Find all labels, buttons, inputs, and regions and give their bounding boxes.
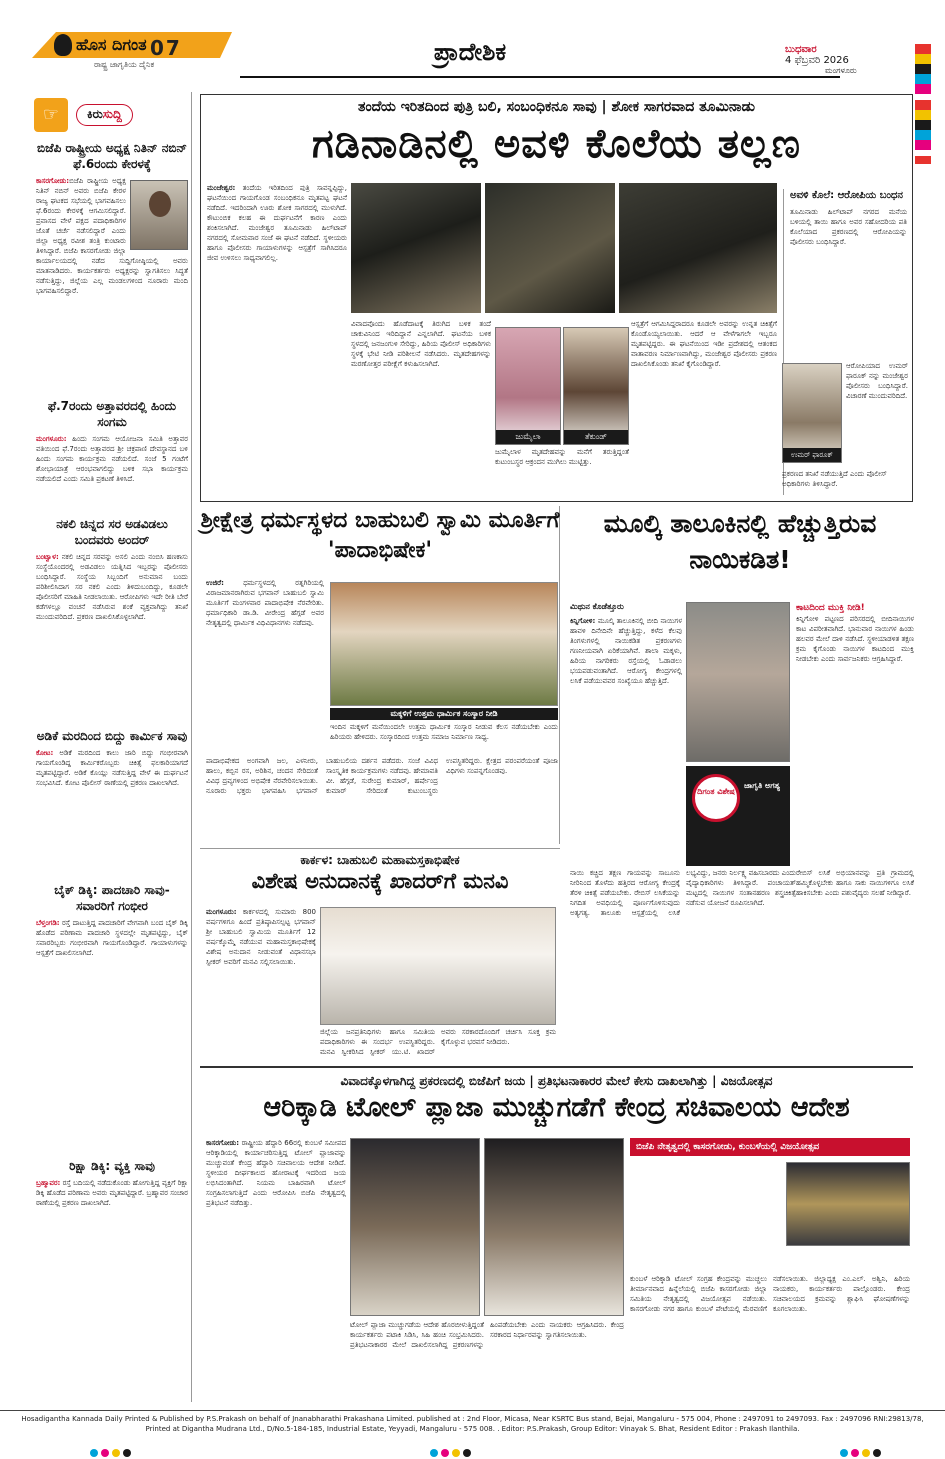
color-registration-marks <box>840 1442 900 1452</box>
crime-scene-photos <box>351 183 777 313</box>
lead-headline: ಗಡಿನಾಡಿನಲ್ಲಿ ಅವಳಿ ಕೊಲೆಯ ತಲ್ಲಣ <box>312 121 801 167</box>
article-body: ಪಾದಾಭಿಷೇಕದ ಅಂಗವಾಗಿ ಜಲ, ಎಳನೀರು, ಹಾಲು, ಕಬ್ಬಿನ ರಸ, ಅರಿಶಿನ, ಚಂದನ ಸೇರಿದಂತೆ ವಿವಿಧ ದ್ರವ್ಯಗಳಿಂದ ಅಭಿಷೇಕ ನೆರವೇರಿಸಲಾಯಿತು. ನೂರಾರು ಭಕ್ತರು ಭಾಗವಹಿಸಿ ಭಗವಾನ್ ಬಾಹುಬಲಿಯ ದರ್ಶನ ಪಡೆದರು. ಸಂಜೆ ವಿವಿಧ ಸಾಂಸ್ಕೃತಿಕ ಕಾರ್ಯಕ್ರಮಗಳು ನಡೆದವು. ಹೇಮಾವತಿ ವೀ. ಹೆಗ್ಗಡೆ, ಸುರೇಂದ್ರ ಕುಮಾರ್, ಹರ್ಷೇಂದ್ರ ಕುಮಾರ್ ಸೇರಿದಂತೆ ಕುಟುಂಬಸ್ಥರು ಉಪಸ್ಥಿತರಿದ್ದರು. ಕ್ಷೇತ್ರದ ಪರಂಪರೆಯಂತೆ ಪೂಜಾ ವಿಧಿಗಳು ಸಂಪನ್ನಗೊಂಡವು. <box>206 757 558 795</box>
color-registration-strip <box>915 44 931 164</box>
dateline <box>785 44 895 76</box>
section-title: ಪ್ರಾದೇಶಿಕ <box>433 38 507 66</box>
memorandum-photo <box>320 907 556 1025</box>
masthead <box>0 0 945 92</box>
sidebar-title: ಅವಳಿ ಕೊಲೆ: ಆರೋಪಿಯ ಬಂಧನ <box>790 190 903 201</box>
sidebar-body: ಪ್ರಕರಣದ ತನಿಖೆ ನಡೆಯುತ್ತಿದೆ ಎಂದು ಪೊಲೀಸ್ ಅಧಿಕಾರಿಗಳು ತಿಳಿಸಿದ್ದಾರೆ. <box>782 470 887 488</box>
kiru-suddi-header <box>32 98 190 134</box>
karkala-article[interactable] <box>200 848 560 1062</box>
article-body: ಉಜಿರೆ: ಧರ್ಮಸ್ಥಳದಲ್ಲಿ ರತ್ನಗಿರಿಯಲ್ಲಿ ವಿರಾಜಮಾನರಾಗಿರುವ ಭಗವಾನ್ ಬಾಹುಬಲಿ ಸ್ವಾಮಿ ಮೂರ್ತಿಗೆ ಮಂಗಳವಾರ ಪಾದಾಭಿಷೇಕ ನೆರವೇರಿತು. ಧರ್ಮಾಧಿಕಾರಿ ಡಾ.ಡಿ. ವೀರೇಂದ್ರ ಹೆಗ್ಗಡೆ ಅವರ ನೇತೃತ್ವದಲ್ಲಿ ಧಾರ್ಮಿಕ ವಿಧಿವಿಧಾನಗಳು ನಡೆದವು. <box>206 579 324 627</box>
day-label: ಬುಧವಾರ <box>785 44 817 55</box>
brief-headline: ರಿಕ್ಷಾ ಡಿಕ್ಕಿ: ವ್ಯಕ್ತಿ ಸಾವು <box>69 1159 155 1173</box>
lead-body-col1: ಮಂಜೇಶ್ವರ: ತಂದೆಯ ಇರಿತದಿಂದ ಪುತ್ರಿ ಸಾವನ್ನಪ್ಪಿದ್ದು, ಘಟನೆಯಿಂದ ಗಾಯಗೊಂಡ ಸಂಬಂಧಿಕನೂ ಮೃತಪಟ್ಟ ಘಟನೆ ನಡೆದಿದೆ. ಇದರಿಂದಾಗಿ ಊರು ಶೋಕ ಸಾಗರದಲ್ಲಿ ಮುಳುಗಿದೆ. ಕೌಟುಂಬಿಕ ಕಲಹ ಈ ದುರ್ಘಟನೆಗೆ ಕಾರಣ ಎಂದು ಶಂಕಿಸಲಾಗಿದೆ. ಮಂಜೇಶ್ವರ ತೂಮಿನಾಡು ಹಿಲ್‌ಟಾಪ್ ನಗರದಲ್ಲಿ ಸೋಮವಾರ ಸಂಜೆ ಈ ಘಟನೆ ನಡೆದಿದೆ. ಸ್ಥಳೀಯರು ಹಾಗೂ ಪೊಲೀಸರು ಗಾಯಾಳುಗಳನ್ನು ಆಸ್ಪತ್ರೆಗೆ ಸಾಗಿಸಿದರೂ ಜೀವ ಉಳಿಸಲು ಸಾಧ್ಯವಾಗಲಿಲ್ಲ. <box>207 184 347 262</box>
imprint-line: Printed at Digantha Mudrana Ltd., D/No.5-184-185, Industrial Estate, Yeyyadi, Mangaluru - 575 008. . Editor: P.S.Prakash, Group Editor: Vinayak S. Bhat, Resident Editor : Prakash Ilanthila. <box>145 1425 800 1433</box>
accused-photo <box>782 363 842 463</box>
brief-body: ಬ್ರಹ್ಮಾವರ: ರಸ್ತೆ ಬದಿಯಲ್ಲಿ ನಡೆದುಕೊಂಡು ಹೋಗುತ್ತಿದ್ದ ವ್ಯಕ್ತಿಗೆ ರಿಕ್ಷಾ ಡಿಕ್ಕಿ ಹೊಡೆದ ಪರಿಣಾಮ ಅವರು ಮೃತಪಟ್ಟಿದ್ದಾರೆ. ಬ್ರಹ್ಮಾವರ ಸಂಚಾರ ಠಾಣೆಯಲ್ಲಿ ಪ್ರಕರಣ ದಾಖಲಾಗಿದೆ. <box>36 1179 188 1207</box>
article-headline: ಮೂಲ್ಕಿ ತಾಲೂಕಿನಲ್ಲಿ ಹೆಚ್ಚುತ್ತಿರುವ ನಾಯಿಕಡಿತ! <box>603 509 877 574</box>
lamp-icon <box>54 34 72 56</box>
dog-bite-article[interactable] <box>566 506 914 1062</box>
abhisheka-photo <box>330 582 558 706</box>
photo-caption: ತೆಕುಂಡ್ <box>564 430 628 444</box>
paper-logo[interactable] <box>32 32 232 88</box>
brief-article[interactable] <box>36 140 188 296</box>
lead-body-col4: ಜುಮೈಲಾಳ ಮೃತದೇಹವನ್ನು ಮನೆಗೆ ತರುತ್ತಿದ್ದಂತೆ ಕುಟುಂಬಸ್ಥರ ಆಕ್ರಂದನ ಮುಗಿಲು ಮುಟ್ಟಿತ್ತು. <box>495 448 629 466</box>
dharmasthala-article[interactable] <box>200 506 560 844</box>
brief-article[interactable] <box>36 398 188 484</box>
arrest-sidebar <box>783 189 907 495</box>
brief-article[interactable] <box>36 882 188 958</box>
brief-body: ಬಂಟ್ವಾಳ: ನಕಲಿ ಚಿನ್ನದ ಸರವನ್ನು ಅಸಲಿ ಎಂದು ನಂಬಿಸಿ ಹಣಕಾಸು ಸಂಸ್ಥೆಯೊಂದರಲ್ಲಿ ಅಡವಿಡಲು ಯತ್ನಿಸಿದ ಇಬ್ಬರನ್ನು ಪೊಲೀಸರು ಬಂಧಿಸಿದ್ದಾರೆ. ಸಂಸ್ಥೆಯ ಸಿಬ್ಬಂದಿಗೆ ಅನುಮಾನ ಬಂದು ಪರಿಶೀಲಿಸಿದಾಗ ಸರ ನಕಲಿ ಎಂದು ತಿಳಿದುಬಂದಿದ್ದು, ಕೂಡಲೇ ಪೊಲೀಸರಿಗೆ ಮಾಹಿತಿ ನೀಡಲಾಯಿತು. ಆರೋಪಿಗಳು ಇದೇ ರೀತಿ ಬೇರೆ ಕಡೆಗಳಲ್ಲೂ ವಂಚನೆ ನಡೆಸಿರುವ ಶಂಕೆ ವ್ಯಕ್ತವಾಗಿದ್ದು ತನಿಖೆ ಮುಂದುವರಿದಿದೆ. ಪ್ರಕರಣ ದಾಖಲಿಸಿಕೊಳ್ಳಲಾಗಿದೆ. <box>36 553 188 621</box>
date-label: 4 ಫೆಬ್ರವರಿ 2026 <box>785 55 849 66</box>
victim-photo <box>563 327 629 445</box>
politician-photo <box>130 180 188 250</box>
sidebar-body: ಆರೋಪಿಯಾದ ಉಮರ್ ಫಾರೂಕ್ ನನ್ನು ಮಂಜೇಶ್ವರ ಪೊಲೀಸರು ಬಂಧಿಸಿದ್ದಾರೆ. ವಿಚಾರಣೆ ಮುಂದುವರಿದಿದೆ. <box>846 362 908 400</box>
digantha-special-badge <box>686 766 790 866</box>
brief-article[interactable] <box>36 1158 188 1208</box>
crime-scene-photo <box>485 183 615 313</box>
crime-scene-photo <box>351 183 481 313</box>
lead-body-col2: ವಿವಾದವೊಂದು ಹೊಡೆದಾಟಕ್ಕೆ ತಿರುಗಿದ ಬಳಿಕ ತಂದೆ ಚಾಕುವಿನಿಂದ ಇರಿದಿದ್ದಾನೆ ಎನ್ನಲಾಗಿದೆ. ಘಟನೆಯ ಬಳಿಕ ಸ್ಥಳದಲ್ಲಿ ಜನಜಂಗುಳಿ ಸೇರಿದ್ದು, ಹಿರಿಯ ಪೊಲೀಸ್ ಅಧಿಕಾರಿಗಳು ಸ್ಥಳಕ್ಕೆ ಭೇಟಿ ನೀಡಿ ಪರಿಶೀಲನೆ ನಡೆಸಿದರು. ಮೃತದೇಹಗಳನ್ನು ಮರಣೋತ್ತರ ಪರೀಕ್ಷೆಗೆ ಕಳುಹಿಸಲಾಗಿದೆ. <box>351 320 491 368</box>
sidebar-body: ಕಿನ್ನಿಗೋಳಿ ಪಟ್ಟಣದ ಪರಿಸರದಲ್ಲಿ ಬೀದಿನಾಯಿಗಳ ಕಾಟ ವಿಪರೀತವಾಗಿದೆ. ಭಾನುವಾರ ನಾಯಿಗಳ ಹಿಂಡು ಹಲವರ ಮೇಲೆ ದಾಳಿ ನಡೆಸಿದೆ. ಸ್ಥಳೀಯಾಡಳಿತ ತಕ್ಷಣ ಕ್ರಮ ಕೈಗೊಂಡು ನಾಯಿಗಳ ಕಾಟದಿಂದ ಮುಕ್ತಿ ನೀಡಬೇಕು ಎಂದು ಸಾರ್ವಜನಿಕರು ಆಗ್ರಹಿಸಿದ್ದಾರೆ. <box>796 615 914 663</box>
sidebar-title: ಬಿಜೆಪಿ ನೇತೃತ್ವದಲ್ಲಿ ಕಾಸರಗೋಡು, ಕುಂಬಳೆಯಲ್ಲಿ ವಿಜಯೋತ್ಸವ <box>630 1138 910 1156</box>
brief-article[interactable] <box>36 516 188 622</box>
toll-plaza-photo <box>786 1162 910 1246</box>
section-divider <box>240 76 840 78</box>
badge-text: ಜಾಗೃತಿ ಅಗತ್ಯ <box>744 781 780 790</box>
brief-headline: ಬೈಕ್ ಡಿಕ್ಕಿ: ಪಾದಚಾರಿ ಸಾವು-ಸವಾರರಿಗೆ ಗಂಭೀರ <box>54 883 170 913</box>
paper-name: ಹೊಸ ದಿಗಂತ <box>76 35 147 54</box>
sidebar-body: ತೂಮಿನಾಡು ಹಿಲ್‌ಟಾಪ್ ನಗರದ ಮನೆಯ ಬಳಿಯಲ್ಲಿ ತಾಯಿ ಹಾಗೂ ಅವರ ಸಹೋದರಿಯ ಪತಿ ಕೊಲೆಯಾದ ಪ್ರಕರಣದಲ್ಲಿ ಆರೋಪಿಯನ್ನು ಪೊಲೀಸರು ಬಂಧಿಸಿದ್ದಾರೆ. <box>790 208 907 246</box>
article-body: ನಾಯಿ ಕಚ್ಚಿದ ತಕ್ಷಣ ಗಾಯವನ್ನು ಸಾಬೂನು ನೀರಿನಿಂದ ತೊಳೆದು ಹತ್ತಿರದ ಆರೋಗ್ಯ ಕೇಂದ್ರಕ್ಕೆ ತೆರಳಿ ಚಿಕಿತ್ಸೆ ಪಡೆಯಬೇಕು. ರೇಬಿಸ್ ಲಸಿಕೆಯನ್ನು ನಿಗದಿತ ಅವಧಿಯಲ್ಲಿ ಪೂರ್ಣಗೊಳಿಸುವುದು ಅತ್ಯಗತ್ಯ. ತಾಲೂಕು ಆಸ್ಪತ್ರೆಯಲ್ಲಿ ಲಸಿಕೆ ಲಭ್ಯವಿದ್ದು, ಜನರು ನಿರ್ಲಕ್ಷ್ಯ ವಹಿಸಬಾರದು ಎಂದು ವೈದ್ಯಾಧಿಕಾರಿಗಳು ತಿಳಿಸಿದ್ದಾರೆ. ಪಂಚಾಯತ್ ಮಟ್ಟದಲ್ಲಿ ನಾಯಿಗಳ ಸಂತಾನಹರಣ ಶಸ್ತ್ರಚಿಕಿತ್ಸೆ ನಡೆಸುವ ಯೋಜನೆ ರೂಪಿಸಲಾಗಿದೆ. <box>570 869 796 917</box>
edition-city: ಮಂಗಳೂರು <box>825 66 857 75</box>
celebration-photo <box>350 1138 480 1316</box>
dog-sidebar <box>796 602 914 664</box>
byline: ಮಿಥುನ ಕೊಡೆತ್ತೂರು <box>570 602 624 611</box>
brief-article[interactable] <box>36 728 188 788</box>
color-registration-marks <box>430 1442 490 1452</box>
brief-body: ಕೋಟ: ಅಡಿಕೆ ಮರದಿಂದ ಕಾಲು ಜಾರಿ ಬಿದ್ದು ಗಂಭೀರವಾಗಿ ಗಾಯಗೊಂಡಿದ್ದ ಕಾರ್ಮಿಕರೊಬ್ಬರು ಚಿಕಿತ್ಸೆ ಫಲಕಾರಿಯಾಗದೆ ಮೃತಪಟ್ಟಿದ್ದಾರೆ. ಅಡಿಕೆ ಕೊಯ್ಲು ನಡೆಸುತ್ತಿದ್ದ ವೇಳೆ ಈ ದುರ್ಘಟನೆ ಸಂಭವಿಸಿದೆ. ಕೋಟ ಪೊಲೀಸ್ ಠಾಣೆಯಲ್ಲಿ ಪ್ರಕರಣ ದಾಖಲಾಗಿದೆ. <box>36 749 189 787</box>
victory-sidebar <box>630 1138 910 1314</box>
lead-article[interactable] <box>200 94 913 502</box>
stray-dogs-photo <box>686 602 790 762</box>
color-registration-marks <box>90 1442 150 1452</box>
article-headline: ಆರಿಕ್ಕಾಡಿ ಟೋಲ್ ಪ್ಲಾಜಾ ಮುಚ್ಚುಗಡೆಗೆ ಕೇಂದ್ರ ಸಚಿವಾಲಯ ಆದೇಶ <box>263 1092 850 1123</box>
brief-headline: ಬಿಜೆಪಿ ರಾಷ್ಟ್ರೀಯ ಅಧ್ಯಕ್ಷ ನಿತಿನ್ ನಬಿನ್ ಫೆ.6ರಂದು ಕೇರಳಕ್ಕೆ <box>37 141 187 171</box>
imprint-footer <box>0 1410 945 1440</box>
lead-body-col3: ಆಸ್ಪತ್ರೆಗೆ ಆಗಮಿಸಿದ್ದರಾದರೂ ಕೂಡಲೇ ಅವರನ್ನು ಉನ್ನತ ಚಿಕಿತ್ಸೆಗೆ ಕೊಂಡೊಯ್ಯಲಾಯಿತು. ಆದರೆ ಆ ವೇಳೆಗಾಗಲೇ ಇಬ್ಬರೂ ಮೃತಪಟ್ಟಿದ್ದರು. ಈ ಘಟನೆಯಿಂದ ಇಡೀ ಪ್ರದೇಶದಲ್ಲಿ ಆತಂಕದ ವಾತಾವರಣ ನಿರ್ಮಾಣವಾಗಿದ್ದು, ಮಂಜೇಶ್ವರ ಪೊಲೀಸರು ಪ್ರಕರಣ ದಾಖಲಿಸಿಕೊಂಡು ತನಿಖೆ ಕೈಗೊಂಡಿದ್ದಾರೆ. <box>631 320 777 368</box>
article-body: ಮಂಗಳೂರು: ಕಾರ್ಕಳದಲ್ಲಿ ಸುಮಾರು 800 ವರ್ಷಗಳಿಗೂ ಹಿಂದೆ ಪ್ರತಿಷ್ಠಾಪಿಸಲ್ಪಟ್ಟ ಭಗವಾನ್ ಶ್ರೀ ಬಾಹುಬಲಿ ಸ್ವಾಮಿಯ ಮೂರ್ತಿಗೆ 12 ವರ್ಷಕ್ಕೊಮ್ಮೆ ನಡೆಯುವ ಮಹಾಮಸ್ತಕಾಭಿಷೇಕಕ್ಕೆ ವಿಶೇಷ ಅನುದಾನ ನೀಡುವಂತೆ ವಿಧಾನಸಭಾ ಸ್ಪೀಕರ್ ಅವರಿಗೆ ಮನವಿ ಸಲ್ಲಿಸಲಾಯಿತು. <box>206 908 316 966</box>
victim-photo <box>495 327 561 445</box>
article-kicker: ಕಾರ್ಕಳ: ಬಾಹುಬಲಿ ಮಹಾಮಸ್ತಕಾಭಿಷೇಕ <box>300 853 460 867</box>
brief-body: ಕಾಸರಗೋಡು: ಬಿಜೆಪಿ ರಾಷ್ಟ್ರೀಯ ಅಧ್ಯಕ್ಷ ನಿತಿನ್ ನಬಿನ್ ಅವರು ಬಿಜೆಪಿ ಕೇರಳ ರಾಜ್ಯ ಘಟಕದ ಸಭೆಯಲ್ಲಿ ಭಾಗವಹಿಸಲು ಫೆ.6ರಂದು ಕೇರಳಕ್ಕೆ ಆಗಮಿಸಲಿದ್ದಾರೆ. ಪ್ರವಾಸದ ವೇಳೆ ಪಕ್ಷದ ಪದಾಧಿಕಾರಿಗಳ ಜೊತೆ ಚರ್ಚೆ ನಡೆಸಲಿದ್ದಾರೆ ಎಂದು ಜಿಲ್ಲಾ ಅಧ್ಯಕ್ಷ ರವೀಶ ತಂತ್ರಿ ಕುಂಟಾರು ತಿಳಿಸಿದ್ದಾರೆ. ಬಿಜೆಪಿ ಕಾಸರಗೋಡು ಜಿಲ್ಲಾ ಕಾರ್ಯಾಲಯದಲ್ಲಿ ನಡೆದ ಸುದ್ದಿಗೋಷ್ಠಿಯಲ್ಲಿ ಅವರು ಮಾತನಾಡಿದರು. ಕಾರ್ಯಕರ್ತರು ಅಧ್ಯಕ್ಷರನ್ನು ಸ್ವಾಗತಿಸಲು ಸಿದ್ಧತೆ ನಡೆಸುತ್ತಿದ್ದು, ಜಿಲ್ಲೆಯ ಎಲ್ಲ ಮಂಡಲಗಳಿಂದ ನೂರಾರು ಮಂದಿ ಭಾಗವಹಿಸಲಿದ್ದಾರೆ. <box>36 177 188 295</box>
photo-caption: ಉಮರ್ ಫಾರೂಕ್ <box>783 448 841 462</box>
toll-plaza-article[interactable] <box>200 1066 913 1406</box>
article-kicker: ವಿವಾದಕ್ಕೊಳಗಾಗಿದ್ದ ಪ್ರಕರಣದಲ್ಲಿ ಬಿಜೆಪಿಗೆ ಜಯ | ಪ್ರತಿಭಟನಾಕಾರರ ಮೇಲೆ ಕೇಸು ದಾಖಲಾಗಿತ್ತು | ವಿಜಯೋತ್ಸವ <box>340 1074 773 1088</box>
kiru-suddi-column <box>32 92 192 1402</box>
article-body: ಇಂದಿನ ಮಕ್ಕಳಿಗೆ ಮನೆಯಿಂದಲೇ ಉತ್ತಮ ಧಾರ್ಮಿಕ ಸಂಸ್ಕಾರ ನೀಡುವ ಕೆಲಸ ನಡೆಯಬೇಕು ಎಂದು ಹಿರಿಯರು ಹೇಳಿದರು. ಸಂಸ್ಕಾರದಿಂದ ಉತ್ತಮ ಸಮಾಜ ನಿರ್ಮಾಣ ಸಾಧ್ಯ. <box>330 723 558 741</box>
imprint-line: Hosadigantha Kannada Daily Printed & Published by P.S.Prakash on behalf of Jnanabharathi Prakashana Limited. published at : 2nd Floor, Micasa, Near KSRTC Bus stand, Bejai, Mangaluru - 575 004, Phone : 2497091 to 2497093. Fax : 2497096 RNI:29813/78, <box>21 1415 924 1423</box>
brief-headline: ನಕಲಿ ಚಿನ್ನದ ಸರ ಅಡವಿಡಲು ಬಂದವರು ಅಂದರ್ <box>56 517 168 547</box>
article-body: ಕಾಸರಗೋಡು: ರಾಷ್ಟ್ರೀಯ ಹೆದ್ದಾರಿ 66ರಲ್ಲಿ ಕುಂಬಳೆ ಸಮೀಪದ ಆರಿಕ್ಕಾಡಿಯಲ್ಲಿ ಕಾರ್ಯಾಚರಿಸುತ್ತಿದ್ದ ಟೋಲ್ ಪ್ಲಾಜಾವನ್ನು ಮುಚ್ಚುವಂತೆ ಕೇಂದ್ರ ಹೆದ್ದಾರಿ ಸಚಿವಾಲಯ ಆದೇಶ ನೀಡಿದೆ. ಸ್ಥಳೀಯರ ದೀರ್ಘಕಾಲದ ಹೋರಾಟಕ್ಕೆ ಇದರಿಂದ ಜಯ ಲಭಿಸಿದಂತಾಗಿದೆ. ನಿಯಮ ಬಾಹಿರವಾಗಿ ಟೋಲ್ ಸಂಗ್ರಹಿಸಲಾಗುತ್ತಿದೆ ಎಂದು ಆರೋಪಿಸಿ ಬಿಜೆಪಿ ನೇತೃತ್ವದಲ್ಲಿ ಪ್ರತಿಭಟನೆ ನಡೆದಿತ್ತು. <box>206 1139 347 1207</box>
photo-caption: ಜುಮೈಲಾ <box>496 430 560 444</box>
brief-headline: ಅಡಿಕೆ ಮರದಿಂದ ಬಿದ್ದು ಕಾರ್ಮಿಕ ಸಾವು <box>36 729 188 743</box>
kiru-suddi-label: ಕಿರುಸುದ್ದಿ <box>76 104 133 126</box>
pointing-hand-icon: ☞ <box>34 98 68 132</box>
paper-tagline: ರಾಷ್ಟ್ರ ಜಾಗೃತಿಯ ದೈನಿಕ <box>94 60 155 69</box>
article-headline: ವಿಶೇಷ ಅನುದಾನಕ್ಕೆ ಖಾದರ್‌ಗೆ ಮನವಿ <box>251 869 509 893</box>
article-body: ರೇಬಿಸ್ ಲಸಿಕೆ ಅಭಿಯಾನವನ್ನು ಪ್ರತಿ ಗ್ರಾಮದಲ್ಲಿ ಹಮ್ಮಿಕೊಳ್ಳಬೇಕು ಹಾಗೂ ಸಾಕು ನಾಯಿಗಳಿಗೂ ಲಸಿಕೆ ಹಾಕಿಸಬೇಕು ಎಂದು ಪಶುವೈದ್ಯರು ಸಲಹೆ ನೀಡಿದ್ದಾರೆ. <box>796 869 914 897</box>
brief-body: ಮಂಗಳೂರು: ಹಿಂದು ಸಂಗಮ ಆಯೋಜನಾ ಸಮಿತಿ ಅತ್ತಾವರ ವತಿಯಿಂದ ಫೆ.7ರಂದು ಅತ್ತಾವರದ ಶ್ರೀ ಚಕ್ರಪಾಣಿ ದೇವಸ್ಥಾನದ ಬಳಿ ಹಿಂದು ಸಂಗಮ ಕಾರ್ಯಕ್ರಮ ನಡೆಯಲಿದೆ. ಸಂಜೆ 5 ಗಂಟೆಗೆ ಶೋಭಾಯಾತ್ರೆ ಆರಂಭವಾಗಲಿದ್ದು ಬಳಿಕ ಸಭಾ ಕಾರ್ಯಕ್ರಮ ನಡೆಯಲಿದೆ ಎಂದು ಸಮಿತಿ ಪ್ರಕಟಣೆ ತಿಳಿಸಿದೆ. <box>36 435 188 483</box>
article-body: ಜಿಲ್ಲೆಯ ಜನಪ್ರತಿನಿಧಿಗಳು ಹಾಗೂ ಸಮಿತಿಯ ಪದಾಧಿಕಾರಿಗಳು ಈ ಸಂದರ್ಭ ಉಪಸ್ಥಿತರಿದ್ದರು. ಮನವಿ ಸ್ವೀಕರಿಸಿದ ಸ್ಪೀಕರ್ ಯು.ಟಿ. ಖಾದರ್ ಅವರು ಸರಕಾರದೊಂದಿಗೆ ಚರ್ಚಿಸಿ ಸೂಕ್ತ ಕ್ರಮ ಕೈಗೊಳ್ಳುವ ಭರವಸೆ ನೀಡಿದರು. <box>320 1028 556 1056</box>
article-body: ಟೋಲ್ ಪ್ಲಾಜಾ ಮುಚ್ಚುಗಡೆಯ ಆದೇಶ ಹೊರಬೀಳುತ್ತಿದ್ದಂತೆ ಕಾರ್ಯಕರ್ತರು ಪಟಾಕಿ ಸಿಡಿಸಿ, ಸಿಹಿ ಹಂಚಿ ಸಂಭ್ರಮಿಸಿದರು. ಪ್ರತಿಭಟನಾಕಾರರ ಮೇಲೆ ದಾಖಲಿಸಲಾಗಿದ್ದ ಪ್ರಕರಣಗಳನ್ನು ಹಿಂಪಡೆಯಬೇಕು ಎಂದು ನಾಯಕರು ಆಗ್ರಹಿಸಿದರು. ಕೇಂದ್ರ ಸರಕಾರದ ನಿರ್ಧಾರವನ್ನು ಸ್ವಾಗತಿಸಲಾಯಿತು. <box>350 1321 624 1349</box>
page-number: 07 <box>150 36 182 60</box>
celebration-photo <box>484 1138 624 1316</box>
article-body: ಕಿನ್ನಿಗೋಳಿ: ಮೂಲ್ಕಿ ತಾಲೂಕಿನಲ್ಲಿ ಬೀದಿ ನಾಯಿಗಳ ಹಾವಳಿ ದಿನೇದಿನೇ ಹೆಚ್ಚುತ್ತಿದ್ದು, ಕಳೆದ ಕೆಲವು ತಿಂಗಳುಗಳಲ್ಲಿ ನಾಯಿಕಡಿತ ಪ್ರಕರಣಗಳು ಗಣನೀಯವಾಗಿ ಏರಿಕೆಯಾಗಿವೆ. ಶಾಲಾ ಮಕ್ಕಳು, ಹಿರಿಯ ನಾಗರಿಕರು ರಸ್ತೆಯಲ್ಲಿ ಓಡಾಡಲು ಭಯಪಡುವಂತಾಗಿದೆ. ಆರೋಗ್ಯ ಕೇಂದ್ರಗಳಲ್ಲಿ ಲಸಿಕೆ ಪಡೆಯುವವರ ಸಂಖ್ಯೆಯೂ ಹೆಚ್ಚುತ್ತಿದೆ. <box>570 617 682 685</box>
badge-seal: ದಿಗಂತ ವಿಶೇಷ <box>692 774 740 822</box>
brief-headline: ಫೆ.7ರಂದು ಅತ್ತಾವರದಲ್ಲಿ ಹಿಂದು ಸಂಗಮ <box>47 399 177 429</box>
photo-caption: ಮಕ್ಕಳಿಗೆ ಉತ್ತಮ ಧಾರ್ಮಿಕ ಸಂಸ್ಕಾರ ನೀಡಿ <box>330 708 558 720</box>
sidebar-title: ಕಾಟದಿಂದ ಮುಕ್ತಿ ನೀಡಿ! <box>796 603 865 613</box>
lead-kicker: ತಂದೆಯ ಇರಿತದಿಂದ ಪುತ್ರಿ ಬಲಿ, ಸಂಬಂಧಿಕನೂ ಸಾವು | ಶೋಕ ಸಾಗರವಾದ ತೂಮಿನಾಡು <box>358 99 755 115</box>
sidebar-body: ಕುಂಬಳೆ ಆರಿಕ್ಕಾಡಿ ಟೋಲ್ ಸಂಗ್ರಹ ಕೇಂದ್ರವನ್ನು ಮುಚ್ಚಲು ತೀರ್ಮಾನವಾದ ಹಿನ್ನೆಲೆಯಲ್ಲಿ ಬಿಜೆಪಿ ಕಾಸರಗೋಡು ಜಿಲ್ಲಾ ಸಮಿತಿಯ ನೇತೃತ್ವದಲ್ಲಿ ವಿಜಯೋತ್ಸವ ನಡೆಯಿತು. ಕಾಸರಗೋಡು ನಗರ ಹಾಗೂ ಕುಂಬಳೆ ಪೇಟೆಯಲ್ಲಿ ಮೆರವಣಿಗೆ ನಡೆಸಲಾಯಿತು. ಜಿಲ್ಲಾಧ್ಯಕ್ಷ ಎಂ.ಎಲ್. ಅಶ್ವಿನಿ, ಹಿರಿಯ ನಾಯಕರು, ಕಾರ್ಯಕರ್ತರು ಪಾಲ್ಗೊಂಡರು. ಕೇಂದ್ರ ಸಚಿವಾಲಯದ ಕ್ರಮವನ್ನು ಶ್ಲಾಘಿಸಿ ಘೋಷಣೆಗಳನ್ನು ಕೂಗಲಾಯಿತು. <box>630 1275 910 1313</box>
crime-scene-photo <box>619 183 777 313</box>
article-headline: ಶ್ರೀಕ್ಷೇತ್ರ ಧರ್ಮಸ್ಥಳದ ಬಾಹುಬಲಿ ಸ್ವಾಮಿ ಮೂರ್ತಿಗೆ 'ಪಾದಾಭಿಷೇಕ' <box>200 508 560 563</box>
brief-body: ಬೆಳ್ತಂಗಡಿ: ರಸ್ತೆ ದಾಟುತ್ತಿದ್ದ ಪಾದಚಾರಿಗೆ ವೇಗವಾಗಿ ಬಂದ ಬೈಕ್ ಡಿಕ್ಕಿ ಹೊಡೆದ ಪರಿಣಾಮ ಪಾದಚಾರಿ ಸ್ಥಳದಲ್ಲೇ ಮೃತಪಟ್ಟಿದ್ದು, ಬೈಕ್ ಸವಾರರಿಬ್ಬರು ಗಂಭೀರವಾಗಿ ಗಾಯಗೊಂಡಿದ್ದಾರೆ. ಗಾಯಾಳುಗಳನ್ನು ಆಸ್ಪತ್ರೆಗೆ ದಾಖಲಿಸಲಾಗಿದೆ. <box>36 919 188 957</box>
